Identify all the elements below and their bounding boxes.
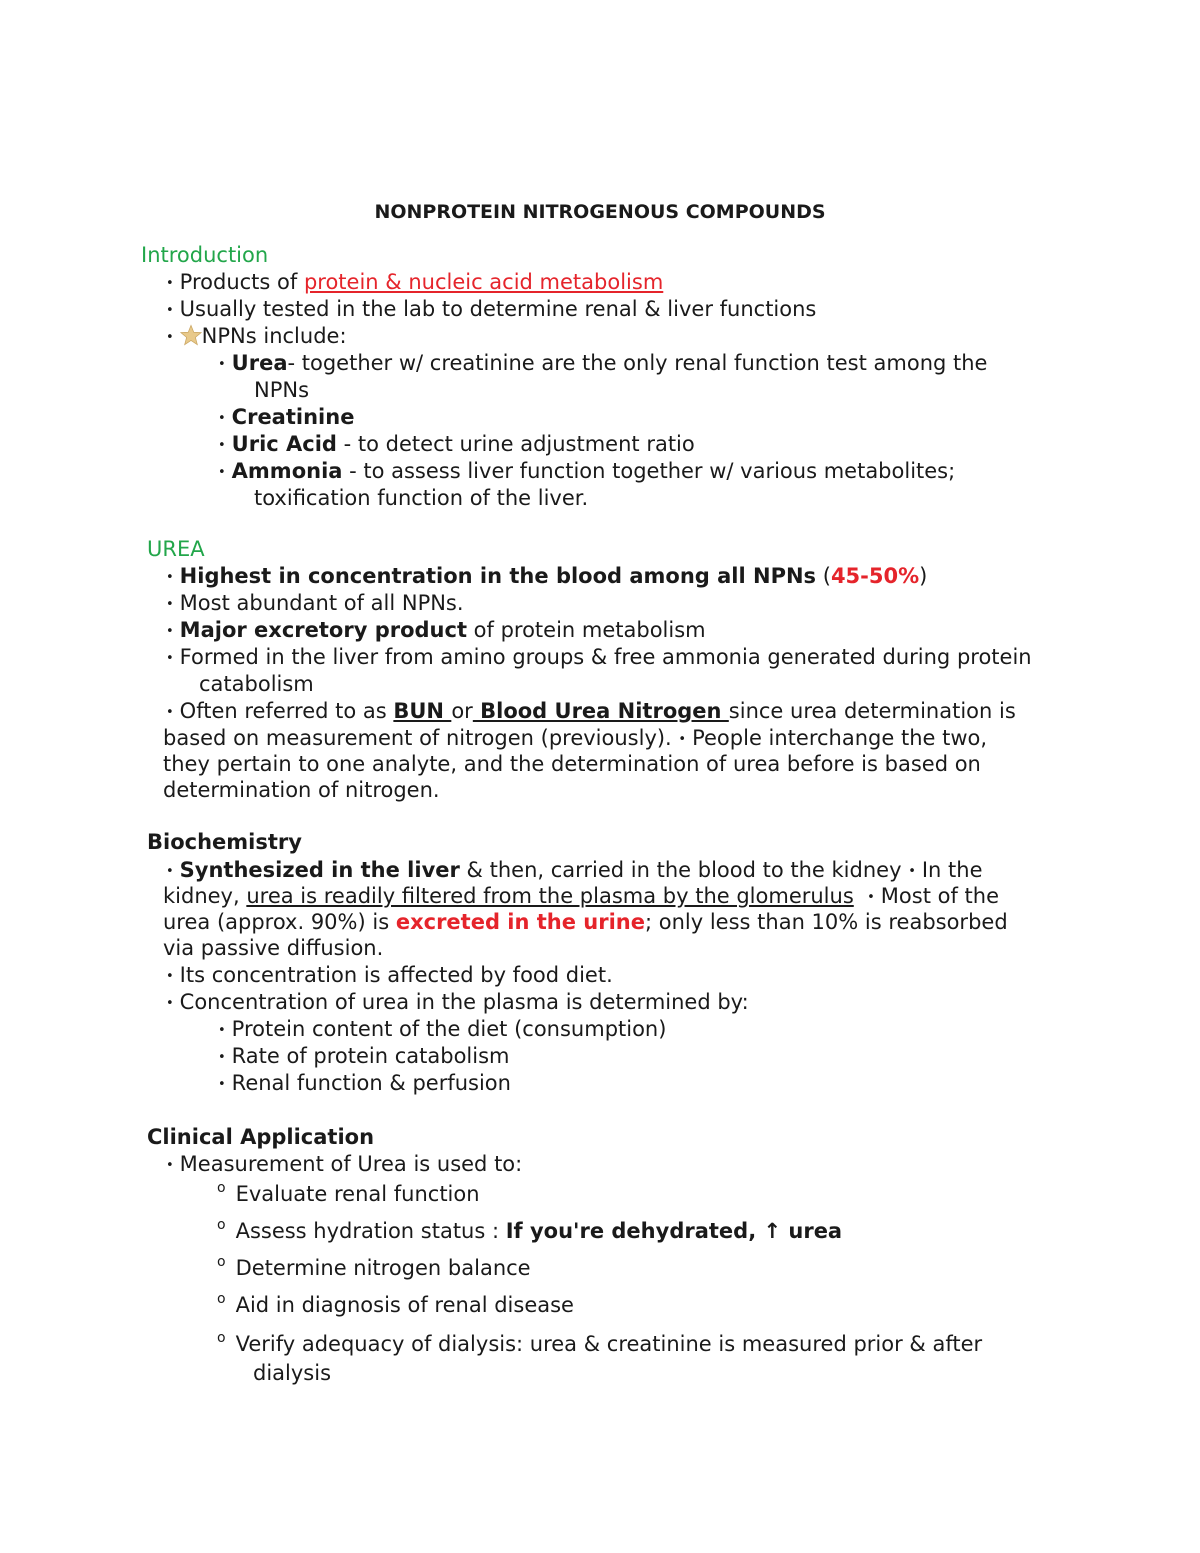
- npn-urea-cont: NPNs: [254, 378, 310, 402]
- bullet: •: [218, 1050, 226, 1065]
- clinical-item-1: [217, 1181, 480, 1211]
- bullet: •: [166, 330, 174, 345]
- npn-uric-text: - to detect urine adjustment ratio: [336, 432, 695, 456]
- bullet: •: [218, 438, 226, 453]
- npn-creatinine-label: Creatinine: [231, 405, 355, 429]
- urea-b5-l2a: based on measurement of nitrogen (previously).: [163, 726, 679, 750]
- npn-ammonia: [218, 458, 955, 488]
- biochem-l2-end: Most of the: [880, 884, 999, 908]
- intro-bullet-2: [166, 296, 816, 326]
- biochem-line-4: via passive diffusion.: [163, 936, 384, 960]
- biochem-sub-1: [218, 1016, 666, 1046]
- npn-urea-text: - together w/ creatinine are the only renal function test among the: [287, 351, 988, 375]
- bullet: •: [166, 303, 174, 318]
- urea-b5-line4: determination of nitrogen.: [163, 778, 440, 802]
- bullet: •: [166, 864, 174, 879]
- urea-b2-text: Most abundant of all NPNs.: [179, 591, 464, 615]
- urea-b5-pre: Often referred to as: [179, 699, 394, 723]
- bullet: •: [218, 465, 226, 480]
- circle-bullet: o: [217, 1217, 226, 1233]
- clinical-heading: Clinical Application: [147, 1125, 375, 1149]
- urea-bullet-5: [166, 698, 1016, 728]
- urea-bullet-4: [166, 644, 1032, 674]
- urea-b4-text: Formed in the liver from amino groups & free ammonia generated during protein: [179, 645, 1032, 669]
- biochem-l2-underlined: urea is readily filtered from the plasma by the glomerulus: [246, 884, 854, 908]
- urea-b1-bold: Highest in concentration in the blood among all NPNs: [179, 564, 817, 588]
- bullet: •: [166, 597, 174, 612]
- bullet: •: [166, 1158, 174, 1173]
- biochem-sub-3: [218, 1070, 511, 1100]
- page-title: NONPROTEIN NITROGENOUS COMPOUNDS: [374, 201, 826, 223]
- clinical-c2-bold: If you're dehydrated, ↑ urea: [505, 1219, 843, 1243]
- npn-ammonia-label: Ammonia: [231, 459, 343, 483]
- bullet: •: [218, 1077, 226, 1092]
- clinical-item-2: [217, 1218, 842, 1248]
- clinical-bullet-1: [166, 1151, 522, 1181]
- urea-b5-line3: they pertain to one analyte, and the determination of urea before is based on: [163, 752, 981, 776]
- npn-ammonia-cont: toxification function of the liver.: [254, 486, 589, 510]
- npn-urea-label: Urea: [231, 351, 288, 375]
- clinical-b1-text: Measurement of Urea is used to:: [179, 1152, 523, 1176]
- circle-bullet: o: [217, 1180, 226, 1196]
- urea-b1-open: (: [816, 564, 831, 588]
- intro-b1-text: Products of: [179, 270, 304, 294]
- urea-b1-close: ): [919, 564, 928, 588]
- bullet: •: [166, 651, 174, 666]
- biochem-s3-text: Renal function & perfusion: [231, 1071, 511, 1095]
- intro-heading: Introduction: [141, 243, 269, 267]
- urea-b3-text: of protein metabolism: [466, 618, 706, 642]
- biochem-bullet-2: [166, 962, 613, 992]
- bullet: •: [908, 864, 916, 879]
- clinical-c3-text: Determine nitrogen balance: [235, 1256, 531, 1280]
- biochem-l3-red: excreted in the urine: [395, 910, 645, 934]
- clinical-c2-text: Assess hydration status :: [235, 1219, 506, 1243]
- bullet: •: [166, 996, 174, 1011]
- circle-bullet: o: [217, 1254, 226, 1270]
- intro-bullet-3: [166, 323, 347, 353]
- biochem-l3-pre: urea (approx. 90%) is: [163, 910, 396, 934]
- bullet: •: [166, 276, 174, 291]
- biochem-b2-text: Its concentration is affected by food diet.: [179, 963, 613, 987]
- urea-b3-bold: Major excretory product: [179, 618, 467, 642]
- bullet: •: [867, 890, 875, 905]
- clinical-c5-text: Verify adequacy of dialysis: urea & creatinine is measured prior & after: [235, 1332, 983, 1356]
- biochem-l1-end: In the: [921, 858, 983, 882]
- clinical-item-5: [217, 1331, 982, 1361]
- clinical-item-3: [217, 1255, 531, 1285]
- bullet: •: [218, 357, 226, 372]
- clinical-item-4: [217, 1292, 574, 1322]
- bullet: •: [166, 969, 174, 984]
- clinical-c5-cont: dialysis: [253, 1361, 332, 1385]
- npn-urea: [218, 350, 987, 380]
- urea-b4-cont: catabolism: [199, 672, 314, 696]
- clinical-c4-text: Aid in diagnosis of renal disease: [235, 1293, 574, 1317]
- biochem-l3-post: ; only less than 10% is reabsorbed: [645, 910, 1008, 934]
- circle-bullet: o: [217, 1330, 226, 1346]
- biochem-s2-text: Rate of protein catabolism: [231, 1044, 510, 1068]
- biochem-sub-2: [218, 1043, 510, 1073]
- intro-b2-text: Usually tested in the lab to determine renal & liver functions: [179, 297, 817, 321]
- biochem-s1-text: Protein content of the diet (consumption): [231, 1017, 667, 1041]
- biochem-line-3: [163, 909, 1008, 936]
- bullet: •: [218, 411, 226, 426]
- intro-bullet-1: [166, 269, 663, 299]
- intro-b1-highlight: protein & nucleic acid metabolism: [303, 270, 664, 294]
- urea-b1-percent: 45-50%: [830, 564, 920, 588]
- biochem-l1-bold: Synthesized in the liver: [179, 858, 460, 882]
- urea-bullet-3: [166, 617, 706, 647]
- biochem-l2-pre: kidney,: [163, 884, 247, 908]
- urea-b5-bun: BUN: [393, 699, 452, 723]
- bullet: •: [678, 732, 687, 747]
- npn-creatinine: [218, 404, 354, 434]
- biochem-l2-space: [854, 884, 867, 908]
- urea-b5-or: or: [451, 699, 473, 723]
- bullet: •: [166, 705, 174, 720]
- biochem-b3-text: Concentration of urea in the plasma is determined by:: [179, 990, 749, 1014]
- npn-uric-label: Uric Acid: [231, 432, 337, 456]
- urea-b5-bun-full: Blood Urea Nitrogen: [472, 699, 729, 723]
- star-icon: [180, 324, 202, 346]
- biochem-l1-text: & then, carried in the blood to the kidney: [459, 858, 909, 882]
- bullet: •: [218, 1023, 226, 1038]
- bullet: •: [166, 570, 174, 585]
- bullet: •: [166, 624, 174, 639]
- clinical-c1-text: Evaluate renal function: [235, 1182, 480, 1206]
- urea-b5-post: since urea determination is: [728, 699, 1016, 723]
- intro-b3-text: NPNs include:: [201, 324, 347, 348]
- biochem-bullet-3: [166, 989, 749, 1019]
- npn-ammonia-text: - to assess liver function together w/ various metabolites;: [342, 459, 956, 483]
- urea-bullet-1: [166, 563, 927, 593]
- biochem-heading: Biochemistry: [147, 830, 302, 854]
- urea-bullet-2: [166, 590, 464, 620]
- urea-b5-l2b: People interchange the two,: [692, 726, 988, 750]
- circle-bullet: o: [217, 1291, 226, 1307]
- urea-heading: UREA: [147, 537, 205, 561]
- npn-uric-acid: [218, 431, 695, 461]
